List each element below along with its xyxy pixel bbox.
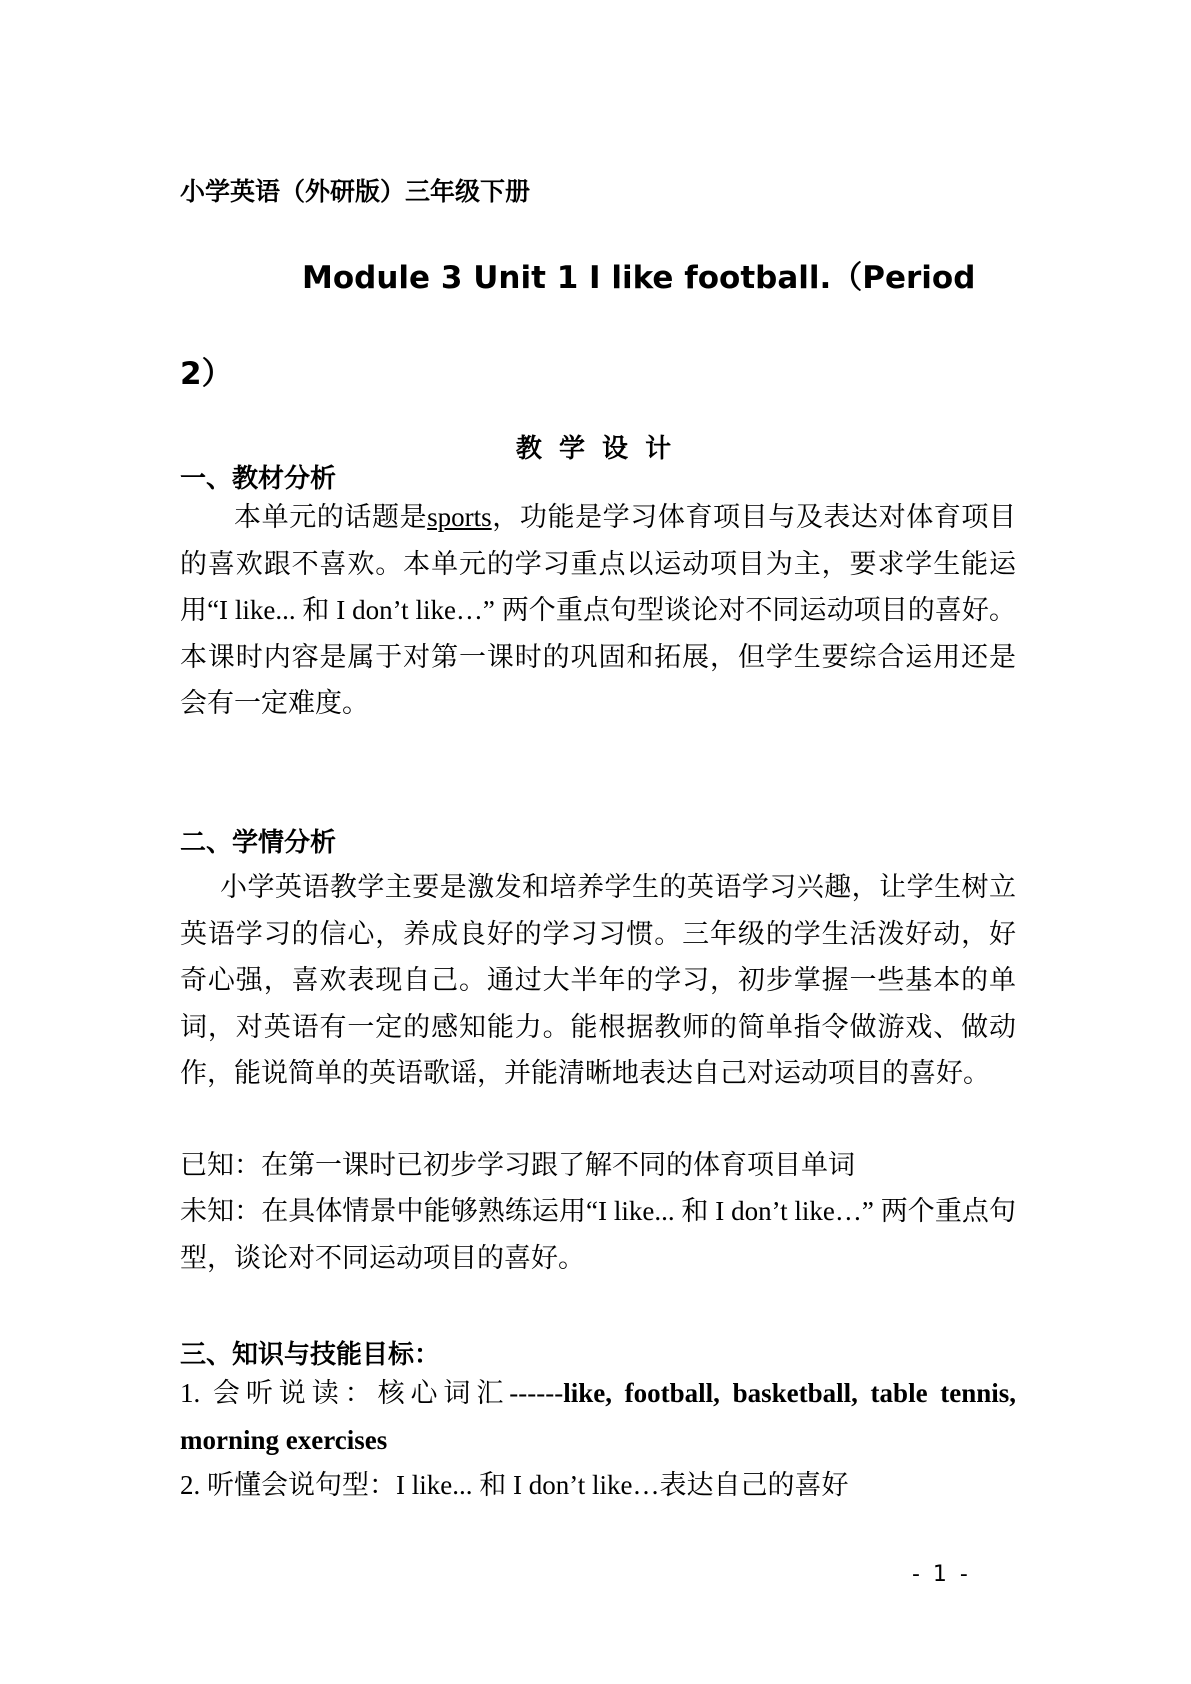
section2-heading: 二、学情分析 bbox=[180, 828, 337, 858]
module-title-line1: Module 3 Unit 1 I like football.（Period bbox=[302, 260, 976, 296]
section2-paragraph: 小学英语教学主要是激发和培养学生的英语学习兴趣，让学生树立英语学习的信心，养成良好的学习习惯。三年级的学生活泼好动，好奇心强，喜欢表现自己。通过大半年的学习，初步掌握一些基本的单词，对英语有一定的感知能力。能根据教师的简单指令做游戏、做动作，能说简单的英语歌谣，并能清晰地表达自己对运动项目的喜好。 bbox=[180, 872, 1016, 1088]
section1-text-before: 本单元的话题是 bbox=[234, 502, 428, 532]
sports-keyword: sports bbox=[427, 502, 492, 532]
section1-text-after: ，功能是学习体育项目与及表达对体育项目的喜欢跟不喜欢。本单元的学习重点以运动项目为主，要求学生能运用“I like... 和 I don’t like…” 两个重点句型谈论对不同运动项目的喜好。 本课时内容是属于对第一课时的巩固和拓展，但学生要综合运用还是会有一定难度。 bbox=[180, 502, 1017, 718]
known-line: 已知：在第一课时已初步学习跟了解不同的体育项目单词 bbox=[180, 1150, 855, 1180]
page-number: - 1 - bbox=[912, 1562, 971, 1587]
section1-heading: 一、教材分析 bbox=[180, 464, 337, 494]
section1-paragraph bbox=[180, 494, 1016, 727]
module-title-line2: 2） bbox=[180, 356, 233, 392]
goal-item-1 bbox=[180, 1370, 1016, 1463]
section3-heading: 三、知识与技能目标： bbox=[180, 1340, 441, 1370]
document-title: 教 学 设 计 bbox=[515, 434, 676, 464]
subject-line: 小学英语（外研版）三年级下册 bbox=[180, 177, 531, 206]
goal-item-2: 2. 听懂会说句型：I like... 和 I don’t like…表达自己的喜好 bbox=[180, 1470, 849, 1500]
unknown-line: 未知：在具体情景中能够熟练运用“I like... 和 I don’t like…” 两个重点句型，谈论对不同运动项目的喜好。 bbox=[180, 1196, 1016, 1273]
goal-item-1-prefix: 1. 会听说读：核心词汇------ bbox=[180, 1378, 564, 1408]
core-vocabulary: like, football, basketball, table tennis, morning exercises bbox=[180, 1378, 1016, 1455]
